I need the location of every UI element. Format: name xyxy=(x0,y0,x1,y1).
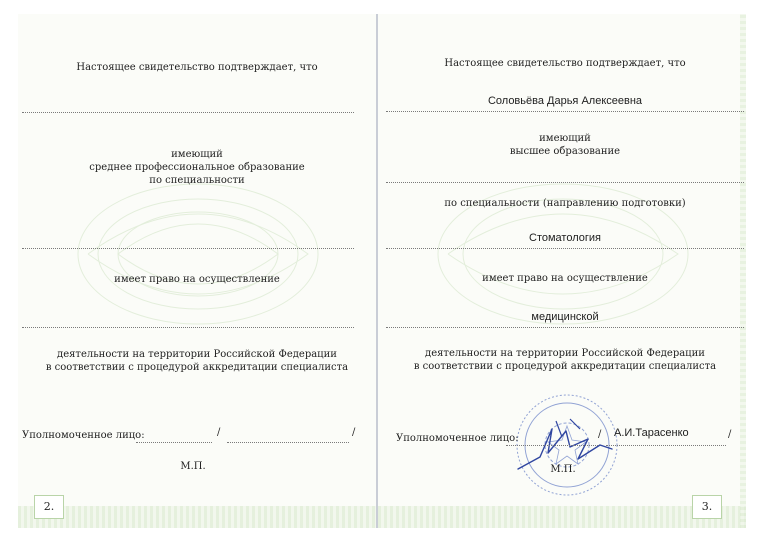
right-by-specialty: по специальности (направлению подготовки) xyxy=(444,198,686,209)
watermark-emblem xyxy=(58,164,338,344)
guilloche-border-bottom xyxy=(18,506,376,528)
right-line-activity xyxy=(386,327,744,328)
guilloche-border-bottom xyxy=(378,506,746,528)
left-page xyxy=(18,14,376,528)
right-slash-1: / xyxy=(598,429,602,440)
right-authorized-label: Уполномоченное лицо: xyxy=(396,433,519,444)
left-right-to: имеет право на осуществление xyxy=(114,274,280,285)
left-seal-label: М.П. xyxy=(180,461,206,472)
activity-type: медицинской xyxy=(531,311,599,323)
right-line-name xyxy=(386,111,744,112)
right-seal-label: М.П. xyxy=(550,464,576,475)
left-line-name xyxy=(22,112,354,113)
specialty-value: Стоматология xyxy=(529,232,601,244)
guilloche-border-right xyxy=(740,14,746,528)
right-line-specialty xyxy=(386,248,744,249)
right-header: Настоящее свидетельство подтверждает, что xyxy=(444,58,686,69)
left-line-signer xyxy=(227,442,349,443)
right-line-education xyxy=(386,182,744,183)
right-education: высшее образование xyxy=(509,146,621,157)
signer-name: А.И.Тарасенко xyxy=(614,427,689,439)
right-line-signer xyxy=(606,445,726,446)
right-has-text: имеющий xyxy=(539,133,591,144)
left-header: Настоящее свидетельство подтверждает, что xyxy=(76,62,318,73)
left-authorized-label: Уполномоченное лицо: xyxy=(22,430,145,441)
left-line-signature xyxy=(136,442,212,443)
left-education: среднее профессиональное образование xyxy=(89,162,305,173)
right-page-number: 3. xyxy=(692,495,722,519)
right-slash-2: / xyxy=(728,429,732,440)
right-activity-line1: деятельности на территории Российской Федерации xyxy=(425,348,705,359)
left-line-activity xyxy=(22,327,354,328)
left-line-specialty xyxy=(22,248,354,249)
right-activity-line2: в соответствии с процедурой аккредитации специалиста xyxy=(413,361,717,372)
left-activity-line2: в соответствии с процедурой аккредитации специалиста xyxy=(45,362,349,373)
left-page-number: 2. xyxy=(34,495,64,519)
right-right-to: имеет право на осуществление xyxy=(482,273,648,284)
left-has-text: имеющий xyxy=(171,149,223,160)
full-name: Соловьёва Дарья Алексеевна xyxy=(487,95,643,107)
right-line-signature xyxy=(506,445,598,446)
left-by-specialty: по специальности xyxy=(149,175,245,186)
left-slash-2: / xyxy=(352,427,356,438)
left-slash-1: / xyxy=(217,427,221,438)
right-page xyxy=(378,14,746,528)
left-activity-line1: деятельности на территории Российской Федерации xyxy=(57,349,337,360)
